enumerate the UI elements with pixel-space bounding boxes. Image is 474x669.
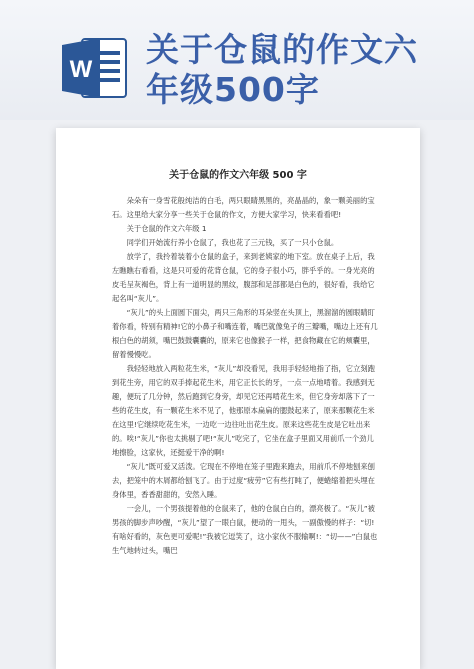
- section-heading: 关于仓鼠的作文六年级 1: [126, 224, 207, 233]
- banner: [0, 0, 474, 120]
- paragraph: 放学了，我拎着装着小仓鼠的盒子，来到老姨家的地下室。放在桌子上后，我左瞧瞧右看看，这是只可爱的花背仓鼠，它的身子很小巧，胖乎乎的。一身光亮的皮毛呈灰褐色，背上有一道明显的黑纹，腹部和足部都是白色的，很好看，我给它起名叫“灰儿”。: [112, 252, 375, 303]
- document-page: [56, 128, 420, 669]
- paragraph: 一会儿，一个男孩提着他的仓鼠来了，他的仓鼠白白的，漂亮极了。“灰儿”被男孩的脚步声吵醒，“灰儿”望了一眼白鼠，便动的一甩头，一副傲慢的样子：“切!有啥好看的，灰色更可爱呢!”我被它逗笑了，这小家伙不服输啊!：“切——”白鼠也生气地转过头，嘴巴: [112, 504, 378, 555]
- paragraph: 我轻轻地放入两粒花生米，“灰儿”却没看见，我用手轻轻地指了指，它立刻跑到花生旁，用它的双手捧起花生米，用它正长长的牙，一点一点地啃着。我感到无趣，便玩了几分钟，然后跑到它身旁，却见它还再啃花生米，但它身旁却落下了一些的花生皮，有一颗花生米不见了，他那原本扁扁的腮鼓起来了，原来那颗花生米在这里!它继续吃花生米，一边吃一边往吐出花生皮。原来这些花生皮是它吐出来的。唉!“灰儿”你也太挑剔了吧!“灰儿”吃完了，它坐在盒子里面又用前爪一个劲儿地擦脸，这家伙，还挺爱干净的啊!: [112, 364, 375, 457]
- banner-title-line2: 年级500字: [146, 70, 320, 109]
- paragraph: “灰儿”既可爱又活泼。它现在不停地在笼子里跑来跑去，用前爪不停地刨来刨去，把笼中的木屑都给刨飞了。由于过度“疲劳”它有些打盹了，便蜷缩着把头埋在身体里，香香甜甜的，安然入睡。: [112, 462, 375, 499]
- banner-title: [146, 30, 466, 110]
- paragraph: “灰儿”的头上面圆下面尖，两只三角形的耳朵竖在头顶上，黑溜溜的圆眼睛盯着你看，特别有精神!它的小鼻子和嘴连着，嘴巴就像兔子的三瓣嘴，嘴边上还有几根白色的胡须，嘴巴鼓鼓囊囊的，原来它也像猴子一样，把食物藏在它的颊囊里，留着慢慢吃。: [112, 308, 378, 359]
- word-icon-letter: W: [69, 56, 93, 83]
- banner-title-line1: 关于仓鼠的作文六: [146, 30, 418, 69]
- paragraph: 朵朵有一身雪花般纯洁的白毛，两只眼睛黑黑的，亮晶晶的，象一颗美丽的宝石。这里给大家分享一些关于仓鼠的作文，方便大家学习，快来看看吧!: [112, 196, 375, 219]
- document-body: [112, 194, 380, 558]
- paragraph: 同学们开始流行养小仓鼠了，我也花了三元钱，买了一只小仓鼠。: [126, 238, 339, 247]
- word-document-icon: [60, 33, 130, 103]
- document-title: 关于仓鼠的作文六年级 500 字: [169, 170, 307, 181]
